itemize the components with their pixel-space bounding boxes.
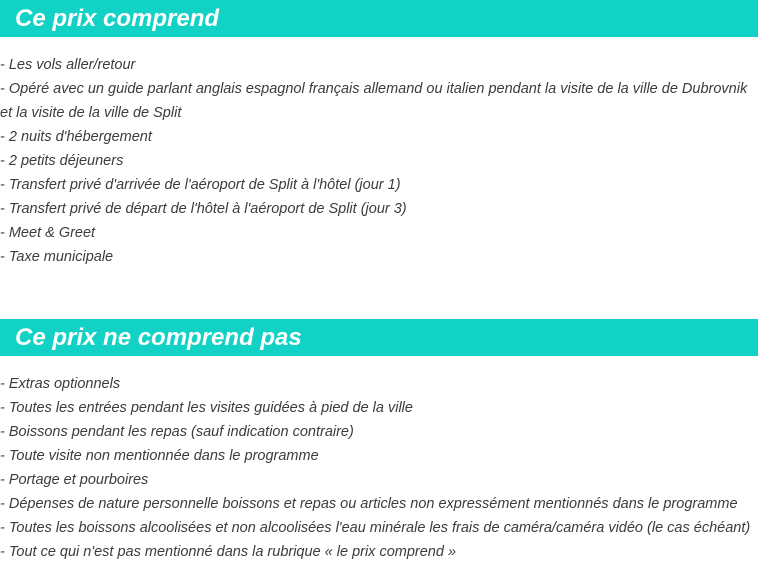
list-item: - Meet & Greet [0,225,96,241]
list-item: - Transfert privé de départ de l'hôtel à l'aéroport de Split (jour 3) [0,201,407,217]
list-item: - Les vols aller/retour [0,57,136,73]
list-item: - Transfert privé d'arrivée de l'aéroport de Split à l'hôtel (jour 1) [0,177,401,193]
list-item: - Taxe municipale [0,249,114,265]
list-item: - Tout ce qui n'est pas mentionné dans la rubrique « le prix comprend » [0,544,457,560]
includes-list [0,53,758,269]
excludes-section-title: Ce prix ne comprend pas [0,319,758,356]
list-item: - 2 nuits d'hébergement [0,129,152,145]
list-item: - Dépenses de nature personnelle boissons et repas ou articles non expressément mentionnés dans le programme [0,496,738,512]
list-item: - Toutes les boissons alcoolisées et non alcoolisées l'eau minérale les frais de caméra/caméra vidéo (le cas échéant) [0,520,751,536]
list-item: - 2 petits déjeuners [0,153,124,169]
excludes-list [0,372,758,564]
list-item: - Toutes les entrées pendant les visites guidées à pied de la ville [0,400,413,416]
list-item: - Opéré avec un guide parlant anglais espagnol français allemand ou italien pendant la visite de la ville de Dubrovnik et la visite de la ville de Split [0,81,748,121]
includes-section-title: Ce prix comprend [0,0,758,37]
list-item: - Extras optionnels [0,376,121,392]
list-item: - Toute visite non mentionnée dans le programme [0,448,319,464]
list-item: - Portage et pourboires [0,472,149,488]
list-item: - Boissons pendant les repas (sauf indication contraire) [0,424,354,440]
